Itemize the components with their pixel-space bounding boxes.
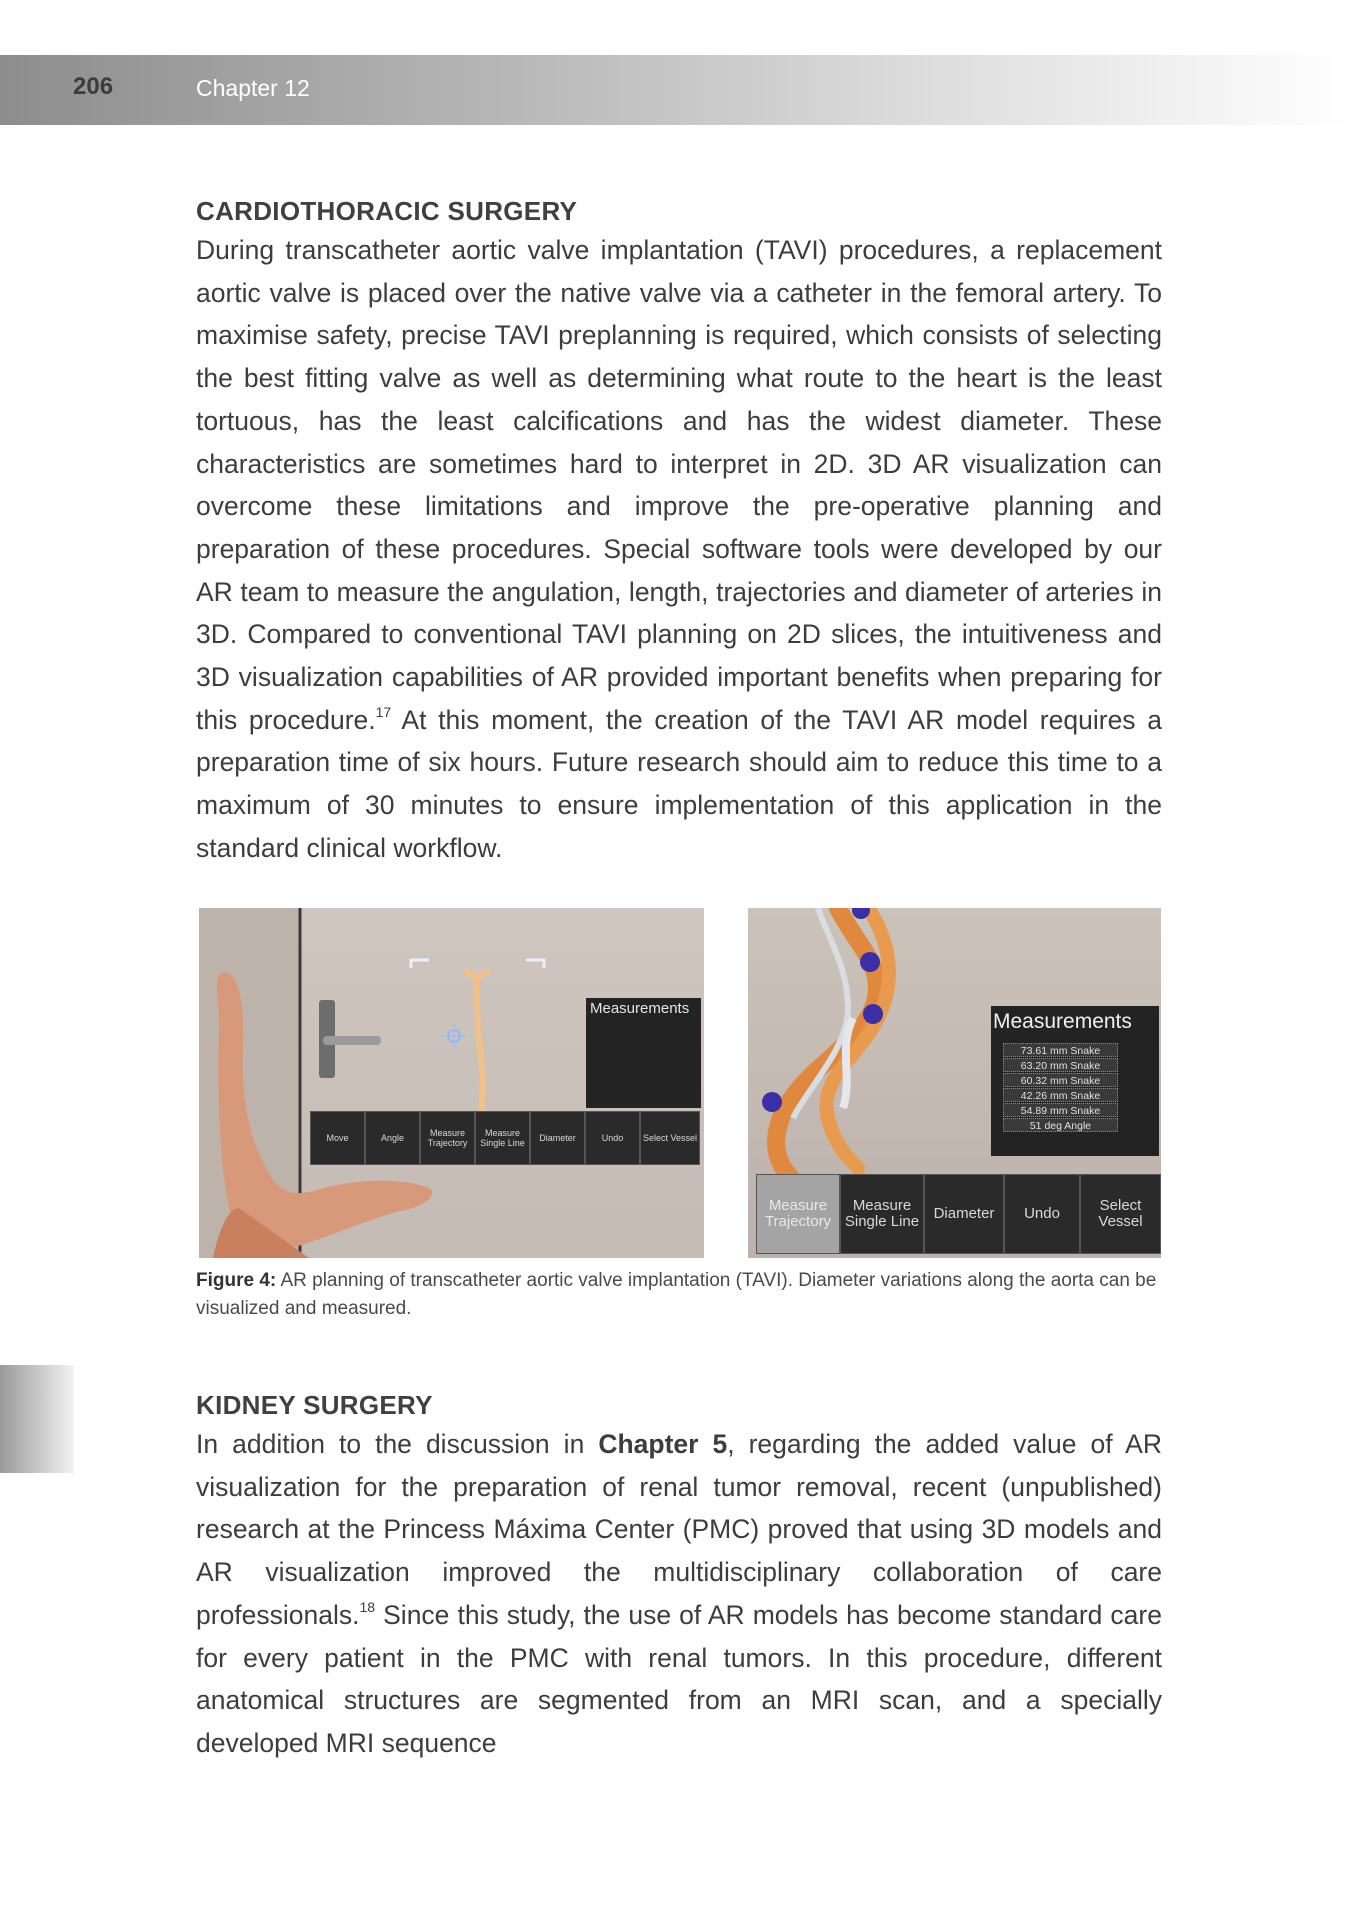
measure-single-line-button[interactable]: Measure Single Line (840, 1174, 924, 1254)
section-cardiothoracic (196, 196, 1162, 870)
select-vessel-button[interactable]: Select Vessel (640, 1111, 700, 1165)
measurements-title: Measurements (993, 1010, 1132, 1033)
measurement-row: 42.26 mm Snake (1003, 1088, 1118, 1102)
measurements-title: Measurements (590, 1000, 690, 1017)
measurement-row: 73.61 mm Snake (1003, 1043, 1118, 1057)
section-heading: KIDNEY SURGERY (196, 1390, 433, 1420)
measurement-row: 63.20 mm Snake (1003, 1058, 1118, 1072)
page-number: 206 (73, 73, 114, 100)
caption-label: Figure 4: (196, 1270, 277, 1291)
measure-single-line-button[interactable]: Measure Single Line (475, 1111, 530, 1165)
figure-4 (199, 908, 1161, 1258)
diameter-button[interactable]: Diameter (924, 1174, 1004, 1254)
reference-superscript: 17 (375, 703, 392, 720)
move-button[interactable]: Move (310, 1111, 365, 1165)
body-paragraph: In addition to the discussion in Chapter 5, regarding the added value of AR visualization for the preparation of renal tumor removal, recent (unpublished) research at the Princess Máxima Center (PMC) proved that using 3D models and AR visualization improved the multidisciplinary collaboration of care professionals.$^{18}$ Since this study, the use of AR models has become standard care for every patient in the PMC with renal tumors. In this procedure, different anatomical structures are segmented from an MRI scan, and a specially developed MRI sequence (196, 1429, 1162, 1758)
measure-trajectory-button[interactable]: Measure Trajectory (420, 1111, 475, 1165)
diameter-button[interactable]: Diameter (530, 1111, 585, 1165)
section-kidney (196, 1390, 1162, 1765)
angle-button[interactable]: Angle (365, 1111, 420, 1165)
undo-button[interactable]: Undo (585, 1111, 640, 1165)
chapter-thumb-tab (0, 1365, 74, 1473)
figure-right-panel (748, 908, 1161, 1258)
body-paragraph: During transcatheter aortic valve implantation (TAVI) procedures, a replacement aortic valve is placed over the native valve via a catheter in the femoral artery. To maximise safety, precise TAVI preplanning is required, which consists of selecting the best fitting valve as well as determining what route to the heart is the least tortuous, has the least calcifications and has the widest diameter. These characteristics are sometimes hard to interpret in 2D. 3D AR visualization can overcome these limitations and improve the pre-operative planning and preparation of these procedures. Special software tools were developed by our AR team to measure the angulation, length, trajectories and diameter of arteries in 3D. Compared to conventional TAVI planning on 2D slices, the intuitiveness and 3D visualization capabilities of AR provided important benefits when preparing for this procedure.$^{17}$ At this moment, the creation of the TAVI AR model requires a preparation time of six hours. Future research should aim to reduce this time to a maximum of 30 minutes to ensure implementation of this application in the standard clinical workflow. (196, 235, 1162, 863)
caption-text: AR planning of transcatheter aortic valve implantation (TAVI). Diameter variations along the aorta can be visualized and measured. (196, 1270, 1157, 1319)
figure-left-panel (199, 908, 704, 1258)
reference-superscript: 18 (359, 1598, 376, 1615)
chapter-reference: Chapter 5 (598, 1429, 728, 1459)
chapter-label: Chapter 12 (196, 75, 310, 101)
figure-caption (196, 1267, 1162, 1323)
section-heading: CARDIOTHORACIC SURGERY (196, 196, 578, 226)
running-head (0, 55, 1352, 125)
measure-trajectory-button[interactable]: Measure Trajectory (756, 1174, 840, 1254)
undo-button[interactable]: Undo (1004, 1174, 1080, 1254)
measurement-row: 51 deg Angle (1003, 1118, 1118, 1132)
measurements-panel (586, 998, 701, 1108)
measurement-row: 54.89 mm Snake (1003, 1103, 1118, 1117)
measurement-row: 60.32 mm Snake (1003, 1073, 1118, 1087)
select-vessel-button[interactable]: Select Vessel (1080, 1174, 1161, 1254)
measurements-panel (991, 1006, 1159, 1156)
